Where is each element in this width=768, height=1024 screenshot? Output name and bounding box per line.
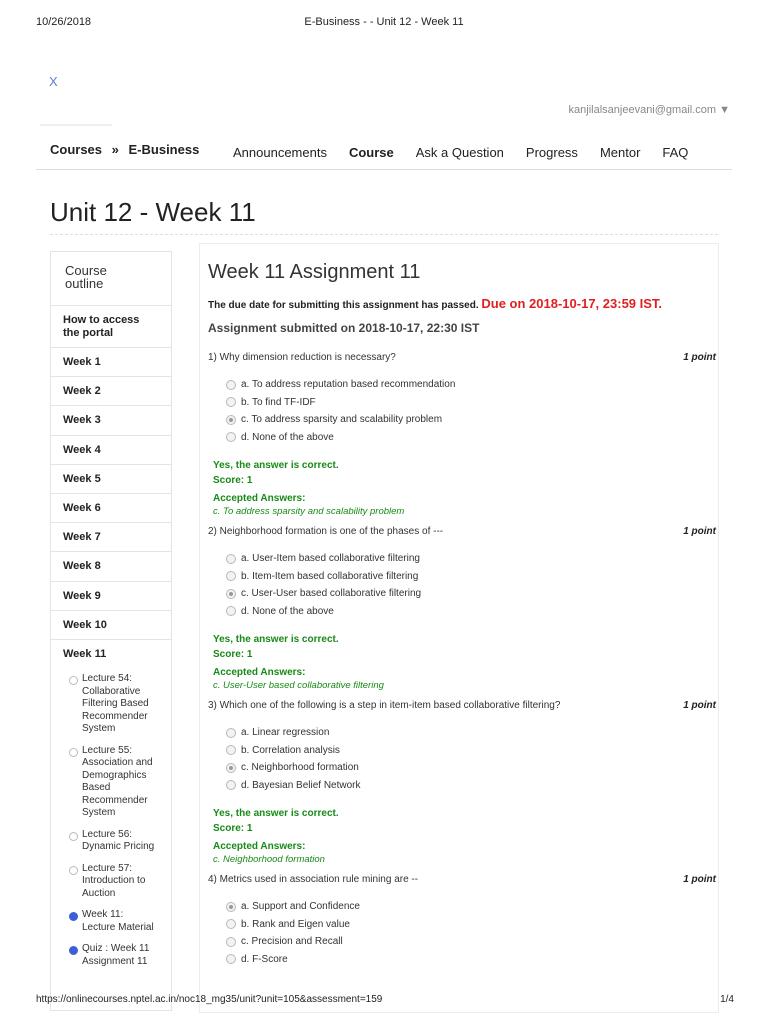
answer-option[interactable] <box>226 933 718 951</box>
breadcrumb-separator: » <box>111 142 119 157</box>
sidebar-lecture-label-line: Lecture 55: <box>82 744 133 756</box>
tab-faq[interactable]: FAQ <box>662 145 689 160</box>
radio-button[interactable] <box>226 554 236 564</box>
radio-button[interactable] <box>226 728 236 738</box>
answer-options <box>226 376 718 446</box>
sidebar-item-week-10[interactable]: Week 10 <box>51 611 171 640</box>
radio-button[interactable] <box>226 954 236 964</box>
answer-option[interactable] <box>226 916 718 934</box>
print-title: E-Business - - Unit 12 - Week 11 <box>304 16 464 28</box>
course-outline-heading <box>51 252 171 306</box>
sidebar-item-portal[interactable] <box>51 306 171 348</box>
pending-status-icon <box>69 676 78 685</box>
sidebar-lecture-label <box>82 829 154 854</box>
question-block <box>208 526 718 691</box>
sidebar-lecture-label-line: Collaborative <box>82 685 141 697</box>
course-outline-heading-line2: outline <box>65 276 104 291</box>
answer-option[interactable] <box>226 759 718 777</box>
accepted-answers-label: Accepted Answers: <box>213 667 306 678</box>
accepted-answers-label: Accepted Answers: <box>213 841 306 852</box>
assignment-panel <box>199 243 719 1013</box>
answer-option-label: d. None of the above <box>241 605 334 617</box>
sidebar-lecture-label <box>82 745 153 820</box>
sidebar-lecture-label-line: Recommender <box>82 794 148 806</box>
sidebar-lecture-label-line: System <box>82 807 116 819</box>
pending-status-icon <box>69 832 78 841</box>
sidebar-lecture-label-line: Assignment 11 <box>82 955 148 967</box>
sidebar-lecture-label <box>82 673 149 736</box>
sidebar-lecture-label-line: Week 11: <box>82 909 124 921</box>
sidebar-lecture-label-line: Filtering Based <box>82 698 149 710</box>
answer-option-label: a. User-Item based collaborative filtering <box>241 553 420 565</box>
answer-option-label: c. User-User based collaborative filtering <box>241 588 422 600</box>
submission-status: Assignment submitted on 2018-10-17, 22:30 IST <box>208 321 480 335</box>
answer-option-label: d. F-Score <box>241 953 288 965</box>
sidebar-lecture-label-line: Dynamic Pricing <box>82 841 155 853</box>
answer-option[interactable] <box>226 898 718 916</box>
answer-option[interactable] <box>226 742 718 760</box>
sidebar-portal-line1: How to access <box>63 313 140 326</box>
correct-message: Yes, the answer is correct. <box>213 634 339 645</box>
radio-button[interactable] <box>226 745 236 755</box>
sidebar-item-week-5[interactable]: Week 5 <box>51 465 171 494</box>
question-text: 4) Metrics used in association rule mining are -- <box>208 874 419 885</box>
radio-button[interactable] <box>226 415 236 425</box>
top-navigation <box>36 138 732 170</box>
sidebar-lecture-label-line: Lecture 56: <box>82 828 133 840</box>
sidebar-lecture-item[interactable] <box>51 909 171 934</box>
pending-status-icon <box>69 748 78 757</box>
answer-option-label: b. To find TF-IDF <box>241 396 316 408</box>
question-points: 1 point <box>683 526 716 537</box>
question-points: 1 point <box>683 874 716 885</box>
sidebar-lecture-label-line: Demographics <box>82 769 147 781</box>
answer-feedback <box>213 806 718 836</box>
user-menu[interactable]: kanjilalsanjeevani@gmail.com ▼ <box>568 104 730 116</box>
print-header <box>0 16 768 32</box>
answer-options <box>226 724 718 794</box>
radio-button[interactable] <box>226 589 236 599</box>
sidebar-lecture-item[interactable] <box>51 829 171 854</box>
site-logo <box>40 100 112 126</box>
title-divider <box>50 234 718 235</box>
sidebar-lecture-label-line: Introduction to <box>82 875 146 887</box>
sidebar-lecture-label-line: Lecture 57: <box>82 862 133 874</box>
answer-option[interactable] <box>226 550 718 568</box>
sidebar-lecture-label <box>82 943 149 968</box>
sidebar-lecture-label-line: Lecture 54: <box>82 673 133 685</box>
tab-announcements[interactable]: Announcements <box>233 145 327 160</box>
sidebar-item-week-4[interactable]: Week 4 <box>51 436 171 465</box>
answer-option-label: d. None of the above <box>241 431 334 443</box>
accepted-answer-value: c. User-User based collaborative filtering <box>213 680 384 691</box>
radio-button[interactable] <box>226 606 236 616</box>
answer-option-label: a. Linear regression <box>241 727 330 739</box>
answer-option[interactable] <box>226 777 718 795</box>
answer-option[interactable] <box>226 603 718 621</box>
tab-ask-a-question[interactable]: Ask a Question <box>415 145 504 160</box>
radio-button[interactable] <box>226 763 236 773</box>
question-points: 1 point <box>683 352 716 363</box>
completed-status-icon <box>69 912 78 921</box>
sidebar-item-week-11[interactable]: Week 11 <box>63 648 107 661</box>
radio-button[interactable] <box>226 432 236 442</box>
sidebar-item-week-3[interactable]: Week 3 <box>51 406 171 435</box>
answer-option[interactable] <box>226 585 718 603</box>
answer-option[interactable] <box>226 394 718 412</box>
sidebar-item-week-7[interactable]: Week 7 <box>51 523 171 552</box>
answer-options <box>226 550 718 620</box>
radio-button[interactable] <box>226 571 236 581</box>
breadcrumb <box>50 142 199 157</box>
question-block <box>208 352 718 517</box>
sidebar-lecture-label-line: Auction <box>82 887 116 899</box>
answer-option-label: a. To address reputation based recommendation <box>241 379 456 391</box>
question-text: 1) Why dimension reduction is necessary? <box>208 352 396 363</box>
print-date: 10/26/2018 <box>36 16 92 28</box>
sidebar-lecture-label-line: System <box>82 723 116 735</box>
question-block <box>208 700 718 865</box>
answer-option-label: c. Neighborhood formation <box>241 762 359 774</box>
answer-option-label: c. Precision and Recall <box>241 936 343 948</box>
question-text: 2) Neighborhood formation is one of the phases of --- <box>208 526 444 537</box>
answer-option-label: b. Item-Item based collaborative filtering <box>241 570 419 582</box>
question-points: 1 point <box>683 700 716 711</box>
course-outline-heading-line1: Course <box>65 263 107 278</box>
sidebar-item-week-2[interactable]: Week 2 <box>51 377 171 406</box>
radio-button[interactable] <box>226 780 236 790</box>
due-notice <box>208 296 662 311</box>
accepted-answer-value: c. To address sparsity and scalability problem <box>213 506 405 517</box>
breadcrumb-courses-link[interactable]: Courses <box>50 142 103 157</box>
print-page-number: 1/4 <box>720 994 734 1005</box>
course-nav <box>233 145 710 160</box>
print-url: https://onlinecourses.nptel.ac.in/noc18_mg35/unit?unit=105&assessment=159 <box>36 994 383 1005</box>
answer-option-label: b. Rank and Eigen value <box>241 918 350 930</box>
sidebar-lecture-label <box>82 909 154 934</box>
due-note: The due date for submitting this assignment has passed. <box>208 300 479 311</box>
radio-button[interactable] <box>226 902 236 912</box>
answer-option[interactable] <box>226 724 718 742</box>
assignment-title: Week 11 Assignment 11 <box>208 261 421 283</box>
sidebar-lecture-label-line: Based <box>82 782 111 794</box>
answer-options <box>226 898 718 968</box>
answer-option[interactable] <box>226 429 718 447</box>
accepted-answers-label: Accepted Answers: <box>213 493 306 504</box>
answer-option[interactable] <box>226 411 718 429</box>
radio-button[interactable] <box>226 397 236 407</box>
answer-option-label: d. Bayesian Belief Network <box>241 779 361 791</box>
question-block <box>208 874 718 968</box>
radio-button[interactable] <box>226 919 236 929</box>
sidebar-lecture-item[interactable] <box>51 943 171 968</box>
pending-status-icon <box>69 866 78 875</box>
answer-option-label: c. To address sparsity and scalability problem <box>241 414 443 426</box>
score-text: Score: 1 <box>213 475 253 486</box>
score-text: Score: 1 <box>213 649 253 660</box>
sidebar-lecture-label-line: Association and <box>82 757 153 769</box>
completed-status-icon <box>69 946 78 955</box>
question-text: 3) Which one of the following is a step in item-item based collaborative filtering? <box>208 700 561 711</box>
sidebar-item-week-8[interactable]: Week 8 <box>51 552 171 581</box>
sidebar-lecture-label <box>82 863 145 901</box>
tab-progress[interactable]: Progress <box>525 145 578 160</box>
tab-mentor[interactable]: Mentor <box>599 145 641 160</box>
answer-option[interactable] <box>226 951 718 969</box>
accepted-answer-value: c. Neighborhood formation <box>213 854 325 865</box>
sidebar-item-week-1[interactable]: Week 1 <box>51 348 171 377</box>
sidebar-portal-line2: the portal <box>63 326 114 339</box>
page-title: Unit 12 - Week 11 <box>50 197 256 227</box>
sidebar-lecture-label-line: Recommender <box>82 710 148 722</box>
correct-message: Yes, the answer is correct. <box>213 808 339 819</box>
radio-button[interactable] <box>226 937 236 947</box>
score-text: Score: 1 <box>213 823 253 834</box>
answer-feedback <box>213 632 718 662</box>
sidebar-lecture-label-line: Quiz : Week 11 <box>82 943 150 955</box>
sidebar-lecture-item[interactable] <box>51 673 171 736</box>
sidebar-item-week-6[interactable]: Week 6 <box>51 494 171 523</box>
tab-course[interactable]: Course <box>348 145 394 160</box>
sidebar-lecture-item[interactable] <box>51 863 171 901</box>
answer-option-label: b. Correlation analysis <box>241 744 340 756</box>
sidebar-lecture-item[interactable] <box>51 745 171 820</box>
sidebar-item-week-9[interactable]: Week 9 <box>51 582 171 611</box>
answer-option-label: a. Support and Confidence <box>241 901 360 913</box>
answer-option[interactable] <box>226 376 718 394</box>
sidebar-lecture-label-line: Lecture Material <box>82 921 154 933</box>
due-date: Due on 2018-10-17, 23:59 IST. <box>481 296 663 311</box>
breadcrumb-course-link[interactable]: E-Business <box>128 142 200 157</box>
answer-feedback <box>213 458 718 488</box>
radio-button[interactable] <box>226 380 236 390</box>
answer-option[interactable] <box>226 568 718 586</box>
close-icon[interactable]: X <box>49 74 58 89</box>
course-outline-sidebar <box>50 251 172 1011</box>
correct-message: Yes, the answer is correct. <box>213 460 339 471</box>
